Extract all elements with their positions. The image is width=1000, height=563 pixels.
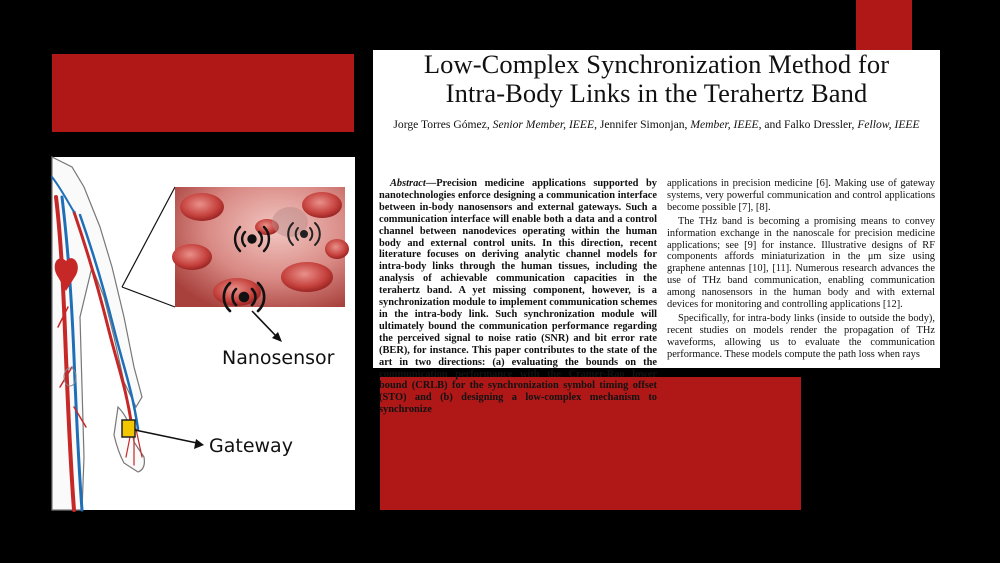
abstract-text: —Precision medicine applications supported by nanotechnologies enforce designing a communication interface between in-body nanosensors and external gateways. Such a communication interface will enable both a data and a control channel between nanodevices operating within the human body and external control units. In this direction, recent literature focuses on deriving analytic channel models for intra-body links through the human tissues, including the analysis of achievable communication capacities in the terahertz band. A yet missing component, however, is a synchronization module to implement communication schemes in the intra-body link. Such synchronization module will ultimately bound the communication performance regarding the perceived signal to noise ratio (SNR) and bit error rate (BER), for instance. This paper contributes to the state of the art in two directions: (a) evaluating the bounds on the communication performance with the Cramer-Rao lower bound (CRLB) for the synchronization symbol timing offset (STO) and (b) designing a low-complex mechanism to synchronize [379, 178, 657, 416]
author-role: Member, IEEE [690, 118, 759, 131]
intro-column [667, 178, 935, 361]
author-name: , Jennifer Simonjan, [594, 118, 688, 131]
abstract-column [379, 178, 657, 416]
gateway-device [122, 420, 135, 437]
author-name: Jorge Torres Gómez, [393, 118, 490, 131]
paper-page [373, 49, 940, 416]
paper-title [373, 50, 940, 108]
arrow-to-gateway [135, 430, 204, 449]
paper-authors [373, 118, 940, 131]
body-network-figure [52, 157, 355, 510]
decorative-red-block-left [52, 54, 354, 132]
body-illustration [52, 157, 355, 510]
decorative-red-block-top-right [856, 0, 912, 50]
paper-title-line: Intra-Body Links in the Terahertz Band [445, 78, 868, 108]
arrow-to-nanosensor [252, 311, 282, 342]
author-role: Fellow, IEEE [857, 118, 920, 131]
author-role: Senior Member, IEEE [492, 118, 595, 131]
paragraph: applications in precision medicine [6]. Making use of gateway systems, very powerful communication and control applications become possible [7], [8]. [667, 178, 935, 213]
nanosensor-label: Nanosensor [222, 347, 335, 369]
paragraph: The THz band is becoming a promising means to convey information exchange in the nanoscale for precision medicine applications; see [9] for instance. Illustrative designs of RF components affords miniaturization in the μm size using graphene antennas [10], [11]. Numerous research advances the use of THz band communication, enabling communication among nanosensors in the human body and with external devices for monitoring and controlling applications [12]. [667, 215, 935, 311]
gateway-label: Gateway [209, 435, 293, 457]
author-name: , and Falko Dressler, [758, 118, 855, 131]
blood-vessel-closeup [172, 187, 349, 307]
paper-title-line: Low-Complex Synchronization Method for [423, 49, 890, 79]
paragraph: Specifically, for intra-body links (inside to outside the body), recent studies on models render the propagation of THz waveforms, allowing us to evaluate the communication performance. These models compute the path loss when rays [667, 312, 935, 360]
abstract-heading: Abstract [390, 178, 426, 189]
